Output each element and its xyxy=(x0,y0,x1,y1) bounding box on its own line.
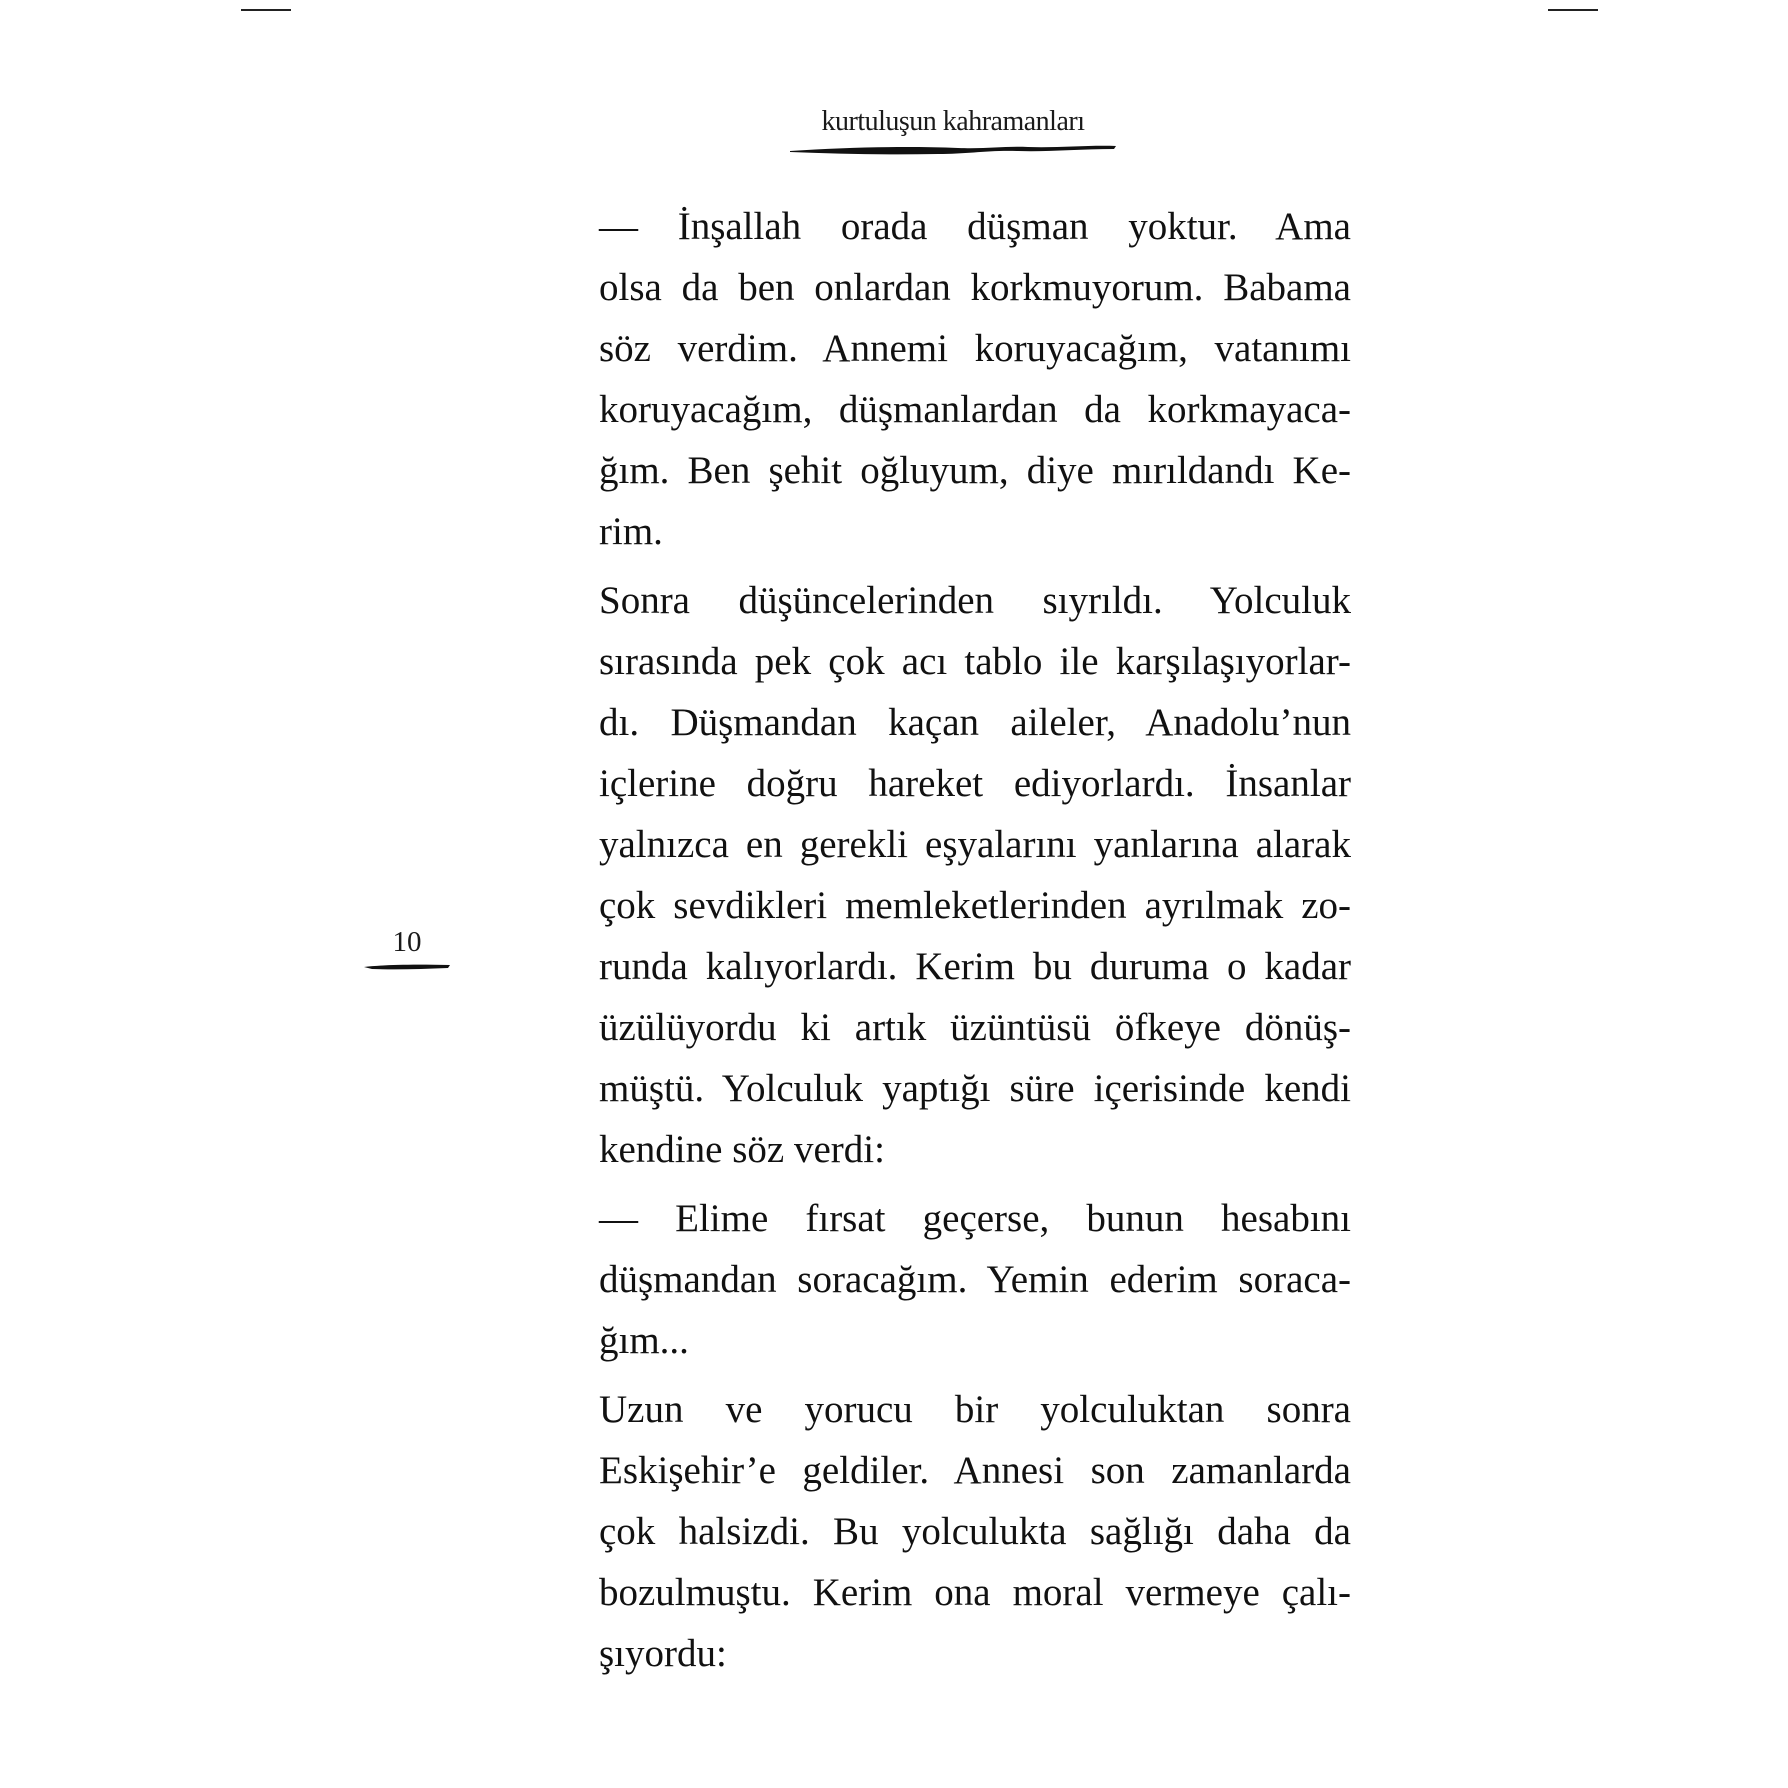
text-line: kendine söz verdi: xyxy=(599,1128,885,1171)
text-line: düşmandan soracağım. Yemin ederim soraca- xyxy=(599,1258,1351,1301)
text-line: Eskişehir’e geldiler. Annesi son zamanlarda xyxy=(599,1449,1351,1492)
text-line: runda kalıyorlardı. Kerim bu duruma o kadar xyxy=(599,945,1351,988)
header-brush-stroke xyxy=(788,142,1118,158)
text-line: olsa da ben onlardan korkmuyorum. Babama xyxy=(599,266,1351,309)
crop-mark-right xyxy=(1548,9,1598,11)
text-line: üzülüyordu ki artık üzüntüsü öfkeye dönüş- xyxy=(599,1006,1351,1049)
text-line: bozulmuştu. Kerim ona moral vermeye çalı- xyxy=(599,1571,1351,1614)
paragraph-1 xyxy=(551,196,1351,562)
text-line: müştü. Yolculuk yaptığı süre içerisinde kendi xyxy=(599,1067,1351,1110)
paragraph-2 xyxy=(551,570,1351,1180)
paragraph-3 xyxy=(551,1188,1351,1371)
text-line: şıyordu: xyxy=(599,1632,727,1675)
text-line: — Elime fırsat geçerse, bunun hesabını xyxy=(599,1197,1351,1240)
text-line: Uzun ve yorucu bir yolculuktan sonra xyxy=(599,1388,1351,1431)
page-number-brush-stroke xyxy=(362,961,452,973)
text-line: ğım... xyxy=(599,1319,689,1362)
text-line: Sonra düşüncelerinden sıyrıldı. Yolculuk xyxy=(599,579,1351,622)
text-line: ğım. Ben şehit oğluyum, diye mırıldandı Ke- xyxy=(599,449,1351,492)
running-header xyxy=(788,108,1118,158)
page-number-block xyxy=(362,928,452,973)
text-line: yalnızca en gerekli eşyalarını yanlarına alarak xyxy=(599,823,1351,866)
crop-mark-left xyxy=(241,9,291,11)
body-text xyxy=(551,196,1351,1692)
page-number: 10 xyxy=(392,926,422,958)
text-line: söz verdim. Annemi koruyacağım, vatanımı xyxy=(599,327,1351,370)
text-line: dı. Düşmandan kaçan aileler, Anadolu’nun xyxy=(599,701,1351,744)
text-line: sırasında pek çok acı tablo ile karşılaşıyorlar- xyxy=(599,640,1351,683)
text-line: koruyacağım, düşmanlardan da korkmayaca- xyxy=(599,388,1351,431)
text-line: çok halsizdi. Bu yolculukta sağlığı daha da xyxy=(599,1510,1351,1553)
text-line: içlerine doğru hareket ediyorlardı. İnsanlar xyxy=(599,762,1351,805)
text-line: çok sevdikleri memleketlerinden ayrılmak zo- xyxy=(599,884,1351,927)
running-title: kurtuluşun kahramanları xyxy=(821,106,1085,137)
text-line: rim. xyxy=(599,510,663,553)
text-line: — İnşallah orada düşman yoktur. Ama xyxy=(599,205,1351,248)
paragraph-4 xyxy=(551,1379,1351,1684)
